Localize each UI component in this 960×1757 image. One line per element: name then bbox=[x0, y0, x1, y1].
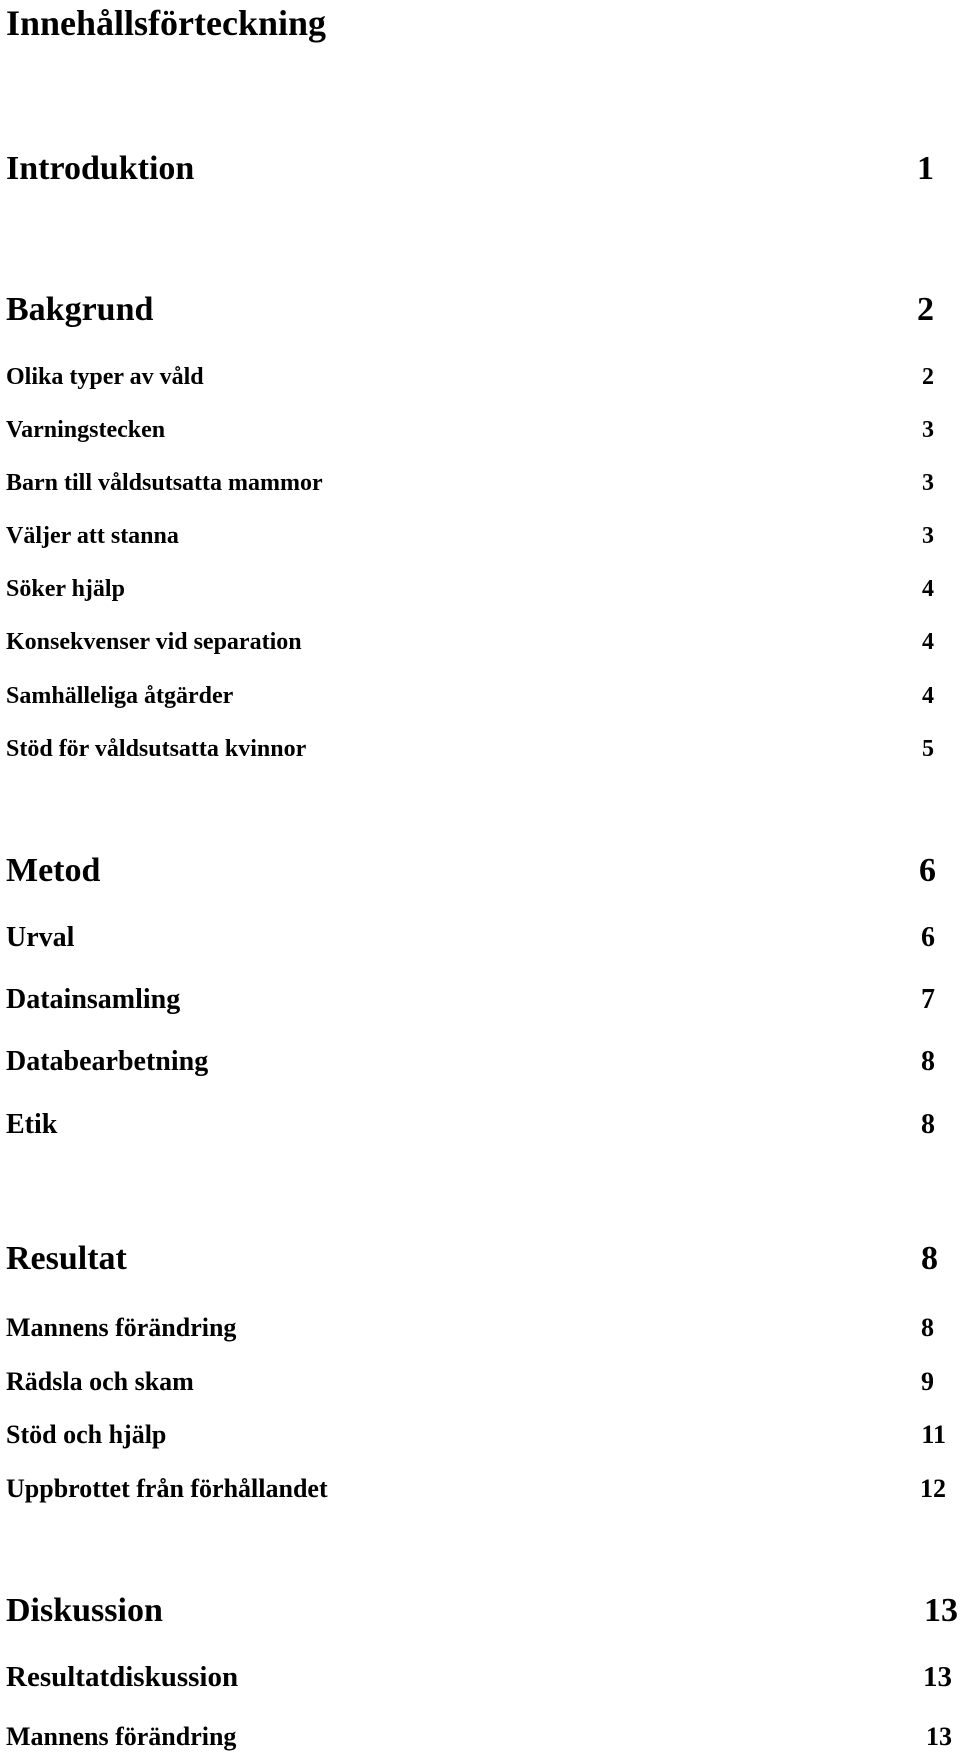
toc-item-label: Rädsla och skam bbox=[6, 1367, 194, 1396]
toc-heading-page: 8 bbox=[921, 1240, 938, 1277]
toc-heading-introduktion bbox=[6, 149, 934, 189]
toc-item-label: Barn till våldsutsatta mammor bbox=[6, 470, 323, 496]
toc-item-page: 9 bbox=[921, 1367, 934, 1396]
toc-heading-page: 13 bbox=[924, 1592, 958, 1629]
toc-item-page: 7 bbox=[921, 984, 935, 1015]
toc-item bbox=[6, 983, 935, 1017]
toc-item-label: Urval bbox=[6, 922, 75, 953]
toc-item bbox=[6, 1312, 934, 1344]
toc-item-label: Olika typer av våld bbox=[6, 364, 204, 390]
toc-item-page: 13 bbox=[923, 1661, 952, 1693]
toc-item-label: Samhälleliga åtgärder bbox=[6, 683, 234, 709]
toc-heading-page: 6 bbox=[919, 852, 936, 889]
toc-heading-bakgrund bbox=[6, 290, 934, 330]
toc-item bbox=[6, 1473, 946, 1505]
toc-heading-page: 2 bbox=[917, 291, 934, 328]
toc-item-page: 8 bbox=[921, 1313, 934, 1342]
toc-item-page: 13 bbox=[926, 1722, 952, 1751]
toc-heading-metod bbox=[6, 851, 936, 891]
toc-item-page: 11 bbox=[921, 1420, 946, 1449]
toc-item bbox=[6, 734, 934, 764]
toc-item bbox=[6, 574, 934, 604]
toc-item-label: Varningstecken bbox=[6, 417, 166, 443]
toc-item-page: 2 bbox=[922, 364, 934, 390]
toc-item-page: 3 bbox=[922, 523, 934, 549]
toc-item-page: 8 bbox=[921, 1046, 935, 1077]
toc-item-label: Väljer att stanna bbox=[6, 523, 179, 549]
toc-item bbox=[6, 627, 934, 657]
toc-item-label: Konsekvenser vid separation bbox=[6, 629, 302, 655]
toc-item-page: 4 bbox=[922, 576, 934, 602]
toc-item-label: Stöd för våldsutsatta kvinnor bbox=[6, 736, 307, 762]
toc-item-label: Mannens förändring bbox=[6, 1313, 237, 1342]
toc-item-page: 4 bbox=[922, 683, 934, 709]
toc-heading-diskussion bbox=[6, 1591, 958, 1631]
toc-item-label: Stöd och hjälp bbox=[6, 1420, 167, 1449]
toc-item bbox=[6, 1108, 935, 1142]
toc-item-page: 3 bbox=[922, 417, 934, 443]
toc-item-label: Datainsamling bbox=[6, 984, 181, 1015]
toc-heading-label: Metod bbox=[6, 852, 101, 889]
toc-item-page: 4 bbox=[922, 629, 934, 655]
toc-item bbox=[6, 921, 935, 955]
toc-item-page: 5 bbox=[922, 736, 934, 762]
toc-item bbox=[6, 1045, 935, 1079]
toc-item bbox=[6, 521, 934, 551]
toc-heading-label: Introduktion bbox=[6, 150, 195, 187]
toc-item bbox=[6, 1721, 952, 1753]
toc-item-page: 8 bbox=[921, 1109, 935, 1140]
toc-item-page: 12 bbox=[920, 1474, 946, 1503]
toc-item bbox=[6, 415, 934, 445]
toc-heading-label: Resultat bbox=[6, 1240, 127, 1277]
toc-item-label: Uppbrottet från förhållandet bbox=[6, 1474, 328, 1503]
toc-item-label: Söker hjälp bbox=[6, 576, 125, 602]
toc-heading-resultat bbox=[6, 1239, 938, 1279]
toc-item-page: 3 bbox=[922, 470, 934, 496]
toc-heading-label: Bakgrund bbox=[6, 291, 154, 328]
toc-item-label: Resultatdiskussion bbox=[6, 1661, 239, 1693]
toc-item bbox=[6, 1366, 934, 1398]
toc-item-label: Etik bbox=[6, 1109, 58, 1140]
toc-item-label: Mannens förändring bbox=[6, 1722, 237, 1751]
toc-item-page: 6 bbox=[921, 922, 935, 953]
toc-item bbox=[6, 468, 934, 498]
toc-item bbox=[6, 1660, 952, 1694]
toc-item bbox=[6, 681, 934, 711]
toc-heading-label: Diskussion bbox=[6, 1592, 163, 1629]
toc-item bbox=[6, 1419, 946, 1451]
toc-item-label: Databearbetning bbox=[6, 1046, 209, 1077]
toc-title: Innehållsförteckning bbox=[6, 3, 327, 43]
toc-item bbox=[6, 362, 934, 392]
toc-heading-page: 1 bbox=[917, 150, 934, 187]
